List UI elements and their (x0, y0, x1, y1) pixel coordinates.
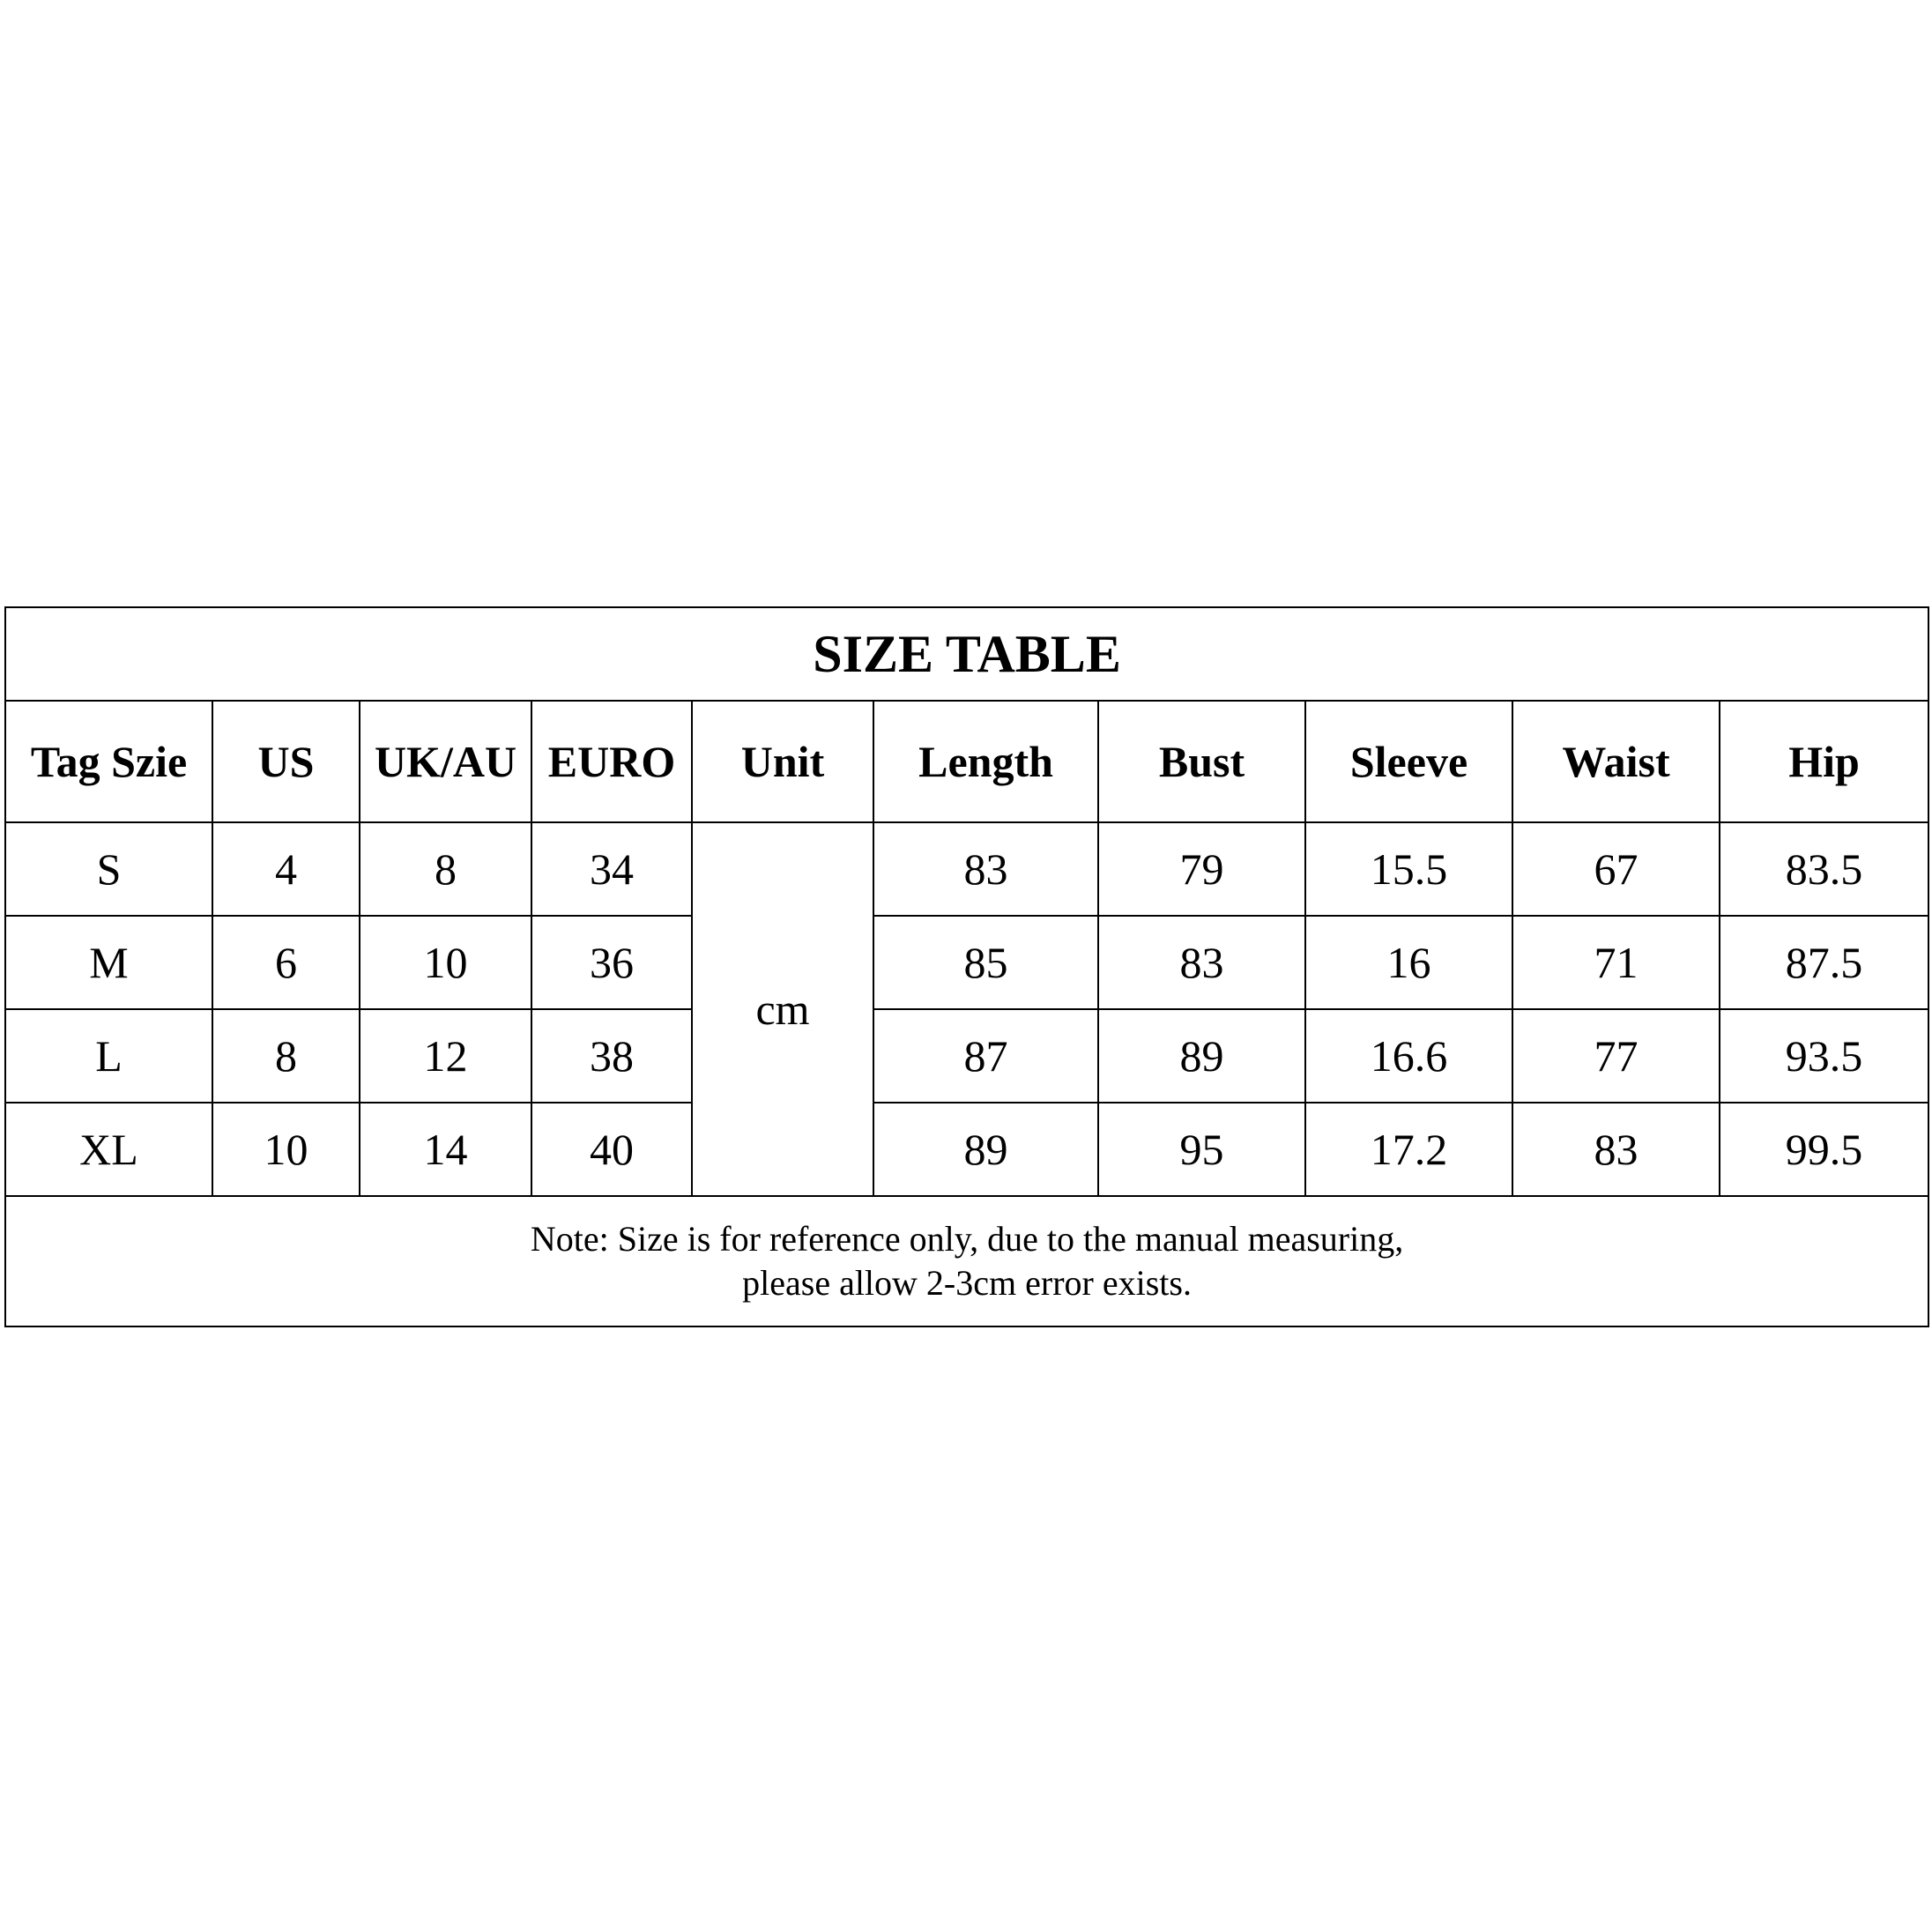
cell-length: 83 (873, 822, 1098, 916)
cell-sleeve: 16 (1305, 916, 1512, 1009)
cell-uk-au: 8 (360, 822, 531, 916)
size-table-container (4, 606, 1928, 1327)
cell-length: 89 (873, 1103, 1098, 1196)
cell-length: 87 (873, 1009, 1098, 1103)
cell-euro: 38 (531, 1009, 692, 1103)
cell-us: 10 (212, 1103, 360, 1196)
cell-us: 4 (212, 822, 360, 916)
cell-bust: 79 (1098, 822, 1305, 916)
table-row (5, 822, 1928, 916)
cell-sleeve: 17.2 (1305, 1103, 1512, 1196)
cell-bust: 95 (1098, 1103, 1305, 1196)
cell-tag-size: L (5, 1009, 212, 1103)
note-row (5, 1196, 1928, 1326)
cell-tag-size: S (5, 822, 212, 916)
cell-hip: 87.5 (1720, 916, 1928, 1009)
cell-sleeve: 16.6 (1305, 1009, 1512, 1103)
title-row (5, 607, 1928, 701)
table-row (5, 1103, 1928, 1196)
cell-hip: 93.5 (1720, 1009, 1928, 1103)
header-euro: EURO (531, 701, 692, 822)
cell-uk-au: 12 (360, 1009, 531, 1103)
cell-unit: cm (692, 822, 873, 1196)
cell-hip: 83.5 (1720, 822, 1928, 916)
note-line-1: Note: Size is for reference only, due to the manual measuring, (530, 1219, 1404, 1259)
cell-us: 8 (212, 1009, 360, 1103)
cell-uk-au: 10 (360, 916, 531, 1009)
cell-euro: 36 (531, 916, 692, 1009)
cell-tag-size: XL (5, 1103, 212, 1196)
cell-waist: 83 (1512, 1103, 1720, 1196)
header-uk-au: UK/AU (360, 701, 531, 822)
note-cell (5, 1196, 1928, 1326)
cell-bust: 89 (1098, 1009, 1305, 1103)
header-sleeve: Sleeve (1305, 701, 1512, 822)
cell-euro: 34 (531, 822, 692, 916)
header-waist: Waist (1512, 701, 1720, 822)
table-row (5, 1009, 1928, 1103)
header-unit: Unit (692, 701, 873, 822)
cell-waist: 71 (1512, 916, 1720, 1009)
cell-sleeve: 15.5 (1305, 822, 1512, 916)
cell-length: 85 (873, 916, 1098, 1009)
cell-bust: 83 (1098, 916, 1305, 1009)
header-us: US (212, 701, 360, 822)
header-tag-size: Tag Szie (5, 701, 212, 822)
header-hip: Hip (1720, 701, 1928, 822)
cell-uk-au: 14 (360, 1103, 531, 1196)
note-line-2: please allow 2-3cm error exists. (742, 1263, 1192, 1303)
cell-waist: 67 (1512, 822, 1720, 916)
cell-hip: 99.5 (1720, 1103, 1928, 1196)
cell-euro: 40 (531, 1103, 692, 1196)
table-title: SIZE TABLE (5, 607, 1928, 701)
header-bust: Bust (1098, 701, 1305, 822)
cell-us: 6 (212, 916, 360, 1009)
cell-tag-size: M (5, 916, 212, 1009)
header-length: Length (873, 701, 1098, 822)
table-row (5, 916, 1928, 1009)
header-row (5, 701, 1928, 822)
size-table (4, 606, 1929, 1327)
cell-waist: 77 (1512, 1009, 1720, 1103)
